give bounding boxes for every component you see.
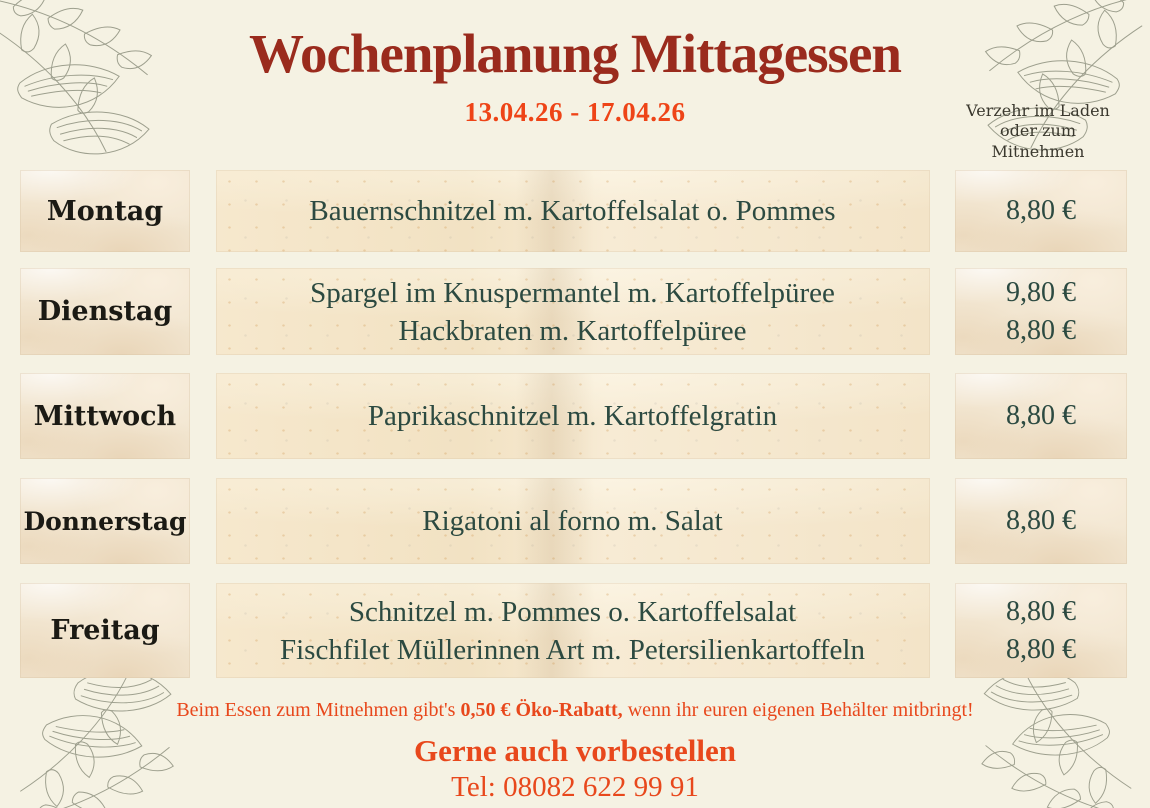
dish-name: Schnitzel m. Pommes o. Kartoffelsalat: [348, 595, 797, 628]
menu-row-montag: [20, 170, 1127, 252]
price-cell-montag: [955, 170, 1127, 252]
price-value: 8,80 €: [1006, 195, 1076, 226]
dish-cell-mittwoch: [216, 373, 930, 459]
dish-name: Paprikaschnitzel m. Kartoffelgratin: [367, 400, 778, 432]
dish-cell-dienstag: [216, 268, 930, 355]
menu-row-dienstag: [20, 268, 1127, 355]
page-title: Wochenplanung Mittagessen: [249, 23, 901, 84]
menu-row-freitag: [20, 583, 1127, 678]
dish-name: Hackbraten m. Kartoffelpüree: [398, 314, 747, 347]
price-value: 8,80 €: [1006, 314, 1076, 346]
price-value: 8,80 €: [1006, 505, 1076, 536]
eco-discount-note: [0, 699, 1150, 722]
dish-cell-montag: [216, 170, 930, 252]
consumption-note-line3: Mitnehmen: [991, 141, 1085, 161]
price-cell-donnerstag: [955, 478, 1127, 564]
eco-note-highlight: 0,50 € Öko-Rabatt,: [460, 699, 623, 721]
price-cell-freitag: [955, 583, 1127, 678]
date-range: 13.04.26 - 17.04.26: [464, 97, 686, 127]
price-value: 8,80 €: [1006, 633, 1076, 665]
eco-note-text: wenn ihr euren eigenen Behälter mitbringt!: [622, 699, 974, 721]
day-label-dienstag: Dienstag: [20, 268, 190, 355]
dish-cell-freitag: [216, 583, 930, 678]
price-value: 8,80 €: [1006, 595, 1076, 627]
dish-name: Fischfilet Müllerinnen Art m. Petersilienkartoffeln: [280, 633, 865, 666]
weekly-menu-table: [20, 170, 1127, 678]
eco-note-text: Beim Essen zum Mitnehmen gibt's: [176, 699, 461, 721]
consumption-note: [938, 101, 1138, 162]
day-label-montag: Montag: [20, 170, 190, 252]
dish-name: Spargel im Knuspermantel m. Kartoffelpüree: [310, 276, 835, 309]
menu-row-mittwoch: [20, 373, 1127, 459]
consumption-note-line2: oder zum: [1000, 121, 1076, 141]
day-label-donnerstag: Donnerstag: [20, 478, 190, 564]
day-label-freitag: Freitag: [20, 583, 190, 678]
price-value: 9,80 €: [1006, 276, 1076, 308]
phone-number: Tel: 08082 622 99 91: [451, 771, 699, 803]
dish-cell-donnerstag: [216, 478, 930, 564]
price-cell-dienstag: [955, 268, 1127, 355]
consumption-note-line1: Verzehr im Laden: [966, 101, 1110, 120]
price-cell-mittwoch: [955, 373, 1127, 459]
menu-row-donnerstag: [20, 478, 1127, 564]
price-value: 8,80 €: [1006, 400, 1076, 431]
preorder-note: Gerne auch vorbestellen: [413, 733, 736, 768]
dish-name: Bauernschnitzel m. Kartoffelsalat o. Pommes: [309, 195, 836, 227]
dish-name: Rigatoni al forno m. Salat: [422, 505, 723, 537]
day-label-mittwoch: Mittwoch: [20, 373, 190, 459]
